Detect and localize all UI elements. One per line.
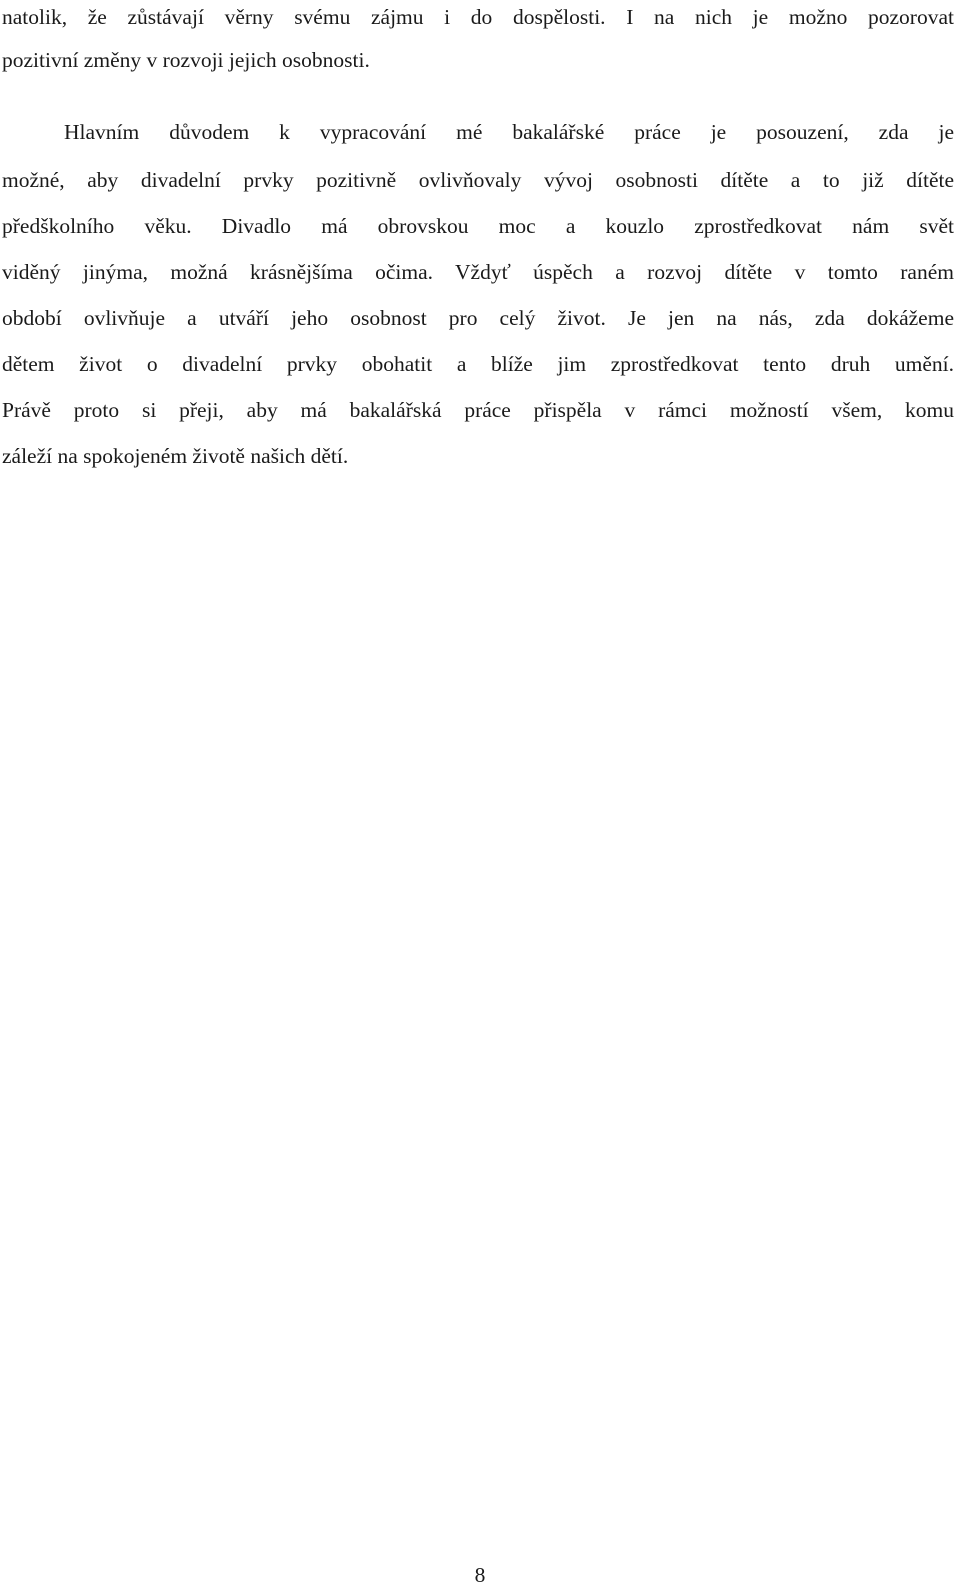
text-line: dětem život o divadelní prvky obohatit a blíže jim zprostředkovat tento druh umění. <box>2 352 954 376</box>
text-line: pozitivní změny v rozvoji jejich osobnosti. <box>2 48 370 72</box>
text-line: období ovlivňuje a utváří jeho osobnost pro celý život. Je jen na nás, zda dokážeme <box>2 306 954 330</box>
text-line: viděný jinýma, možná krásnějšíma očima. Vždyť úspěch a rozvoj dítěte v tomto raném <box>2 260 954 284</box>
page-number: 8 <box>474 1563 486 1587</box>
text-line: natolik, že zůstávají věrny svému zájmu i do dospělosti. I na nich je možno pozorovat <box>2 5 954 29</box>
text-line: možné, aby divadelní prvky pozitivně ovlivňovaly vývoj osobnosti dítěte a to již dítěte <box>2 168 954 192</box>
text-line: záleží na spokojeném životě našich dětí. <box>2 444 349 468</box>
text-line: Hlavním důvodem k vypracování mé bakalářské práce je posouzení, zda je <box>64 120 954 144</box>
text-line: Právě proto si přeji, aby má bakalářská práce přispěla v rámci možností všem, komu <box>2 398 954 422</box>
text-line: předškolního věku. Divadlo má obrovskou moc a kouzlo zprostředkovat nám svět <box>2 214 954 238</box>
